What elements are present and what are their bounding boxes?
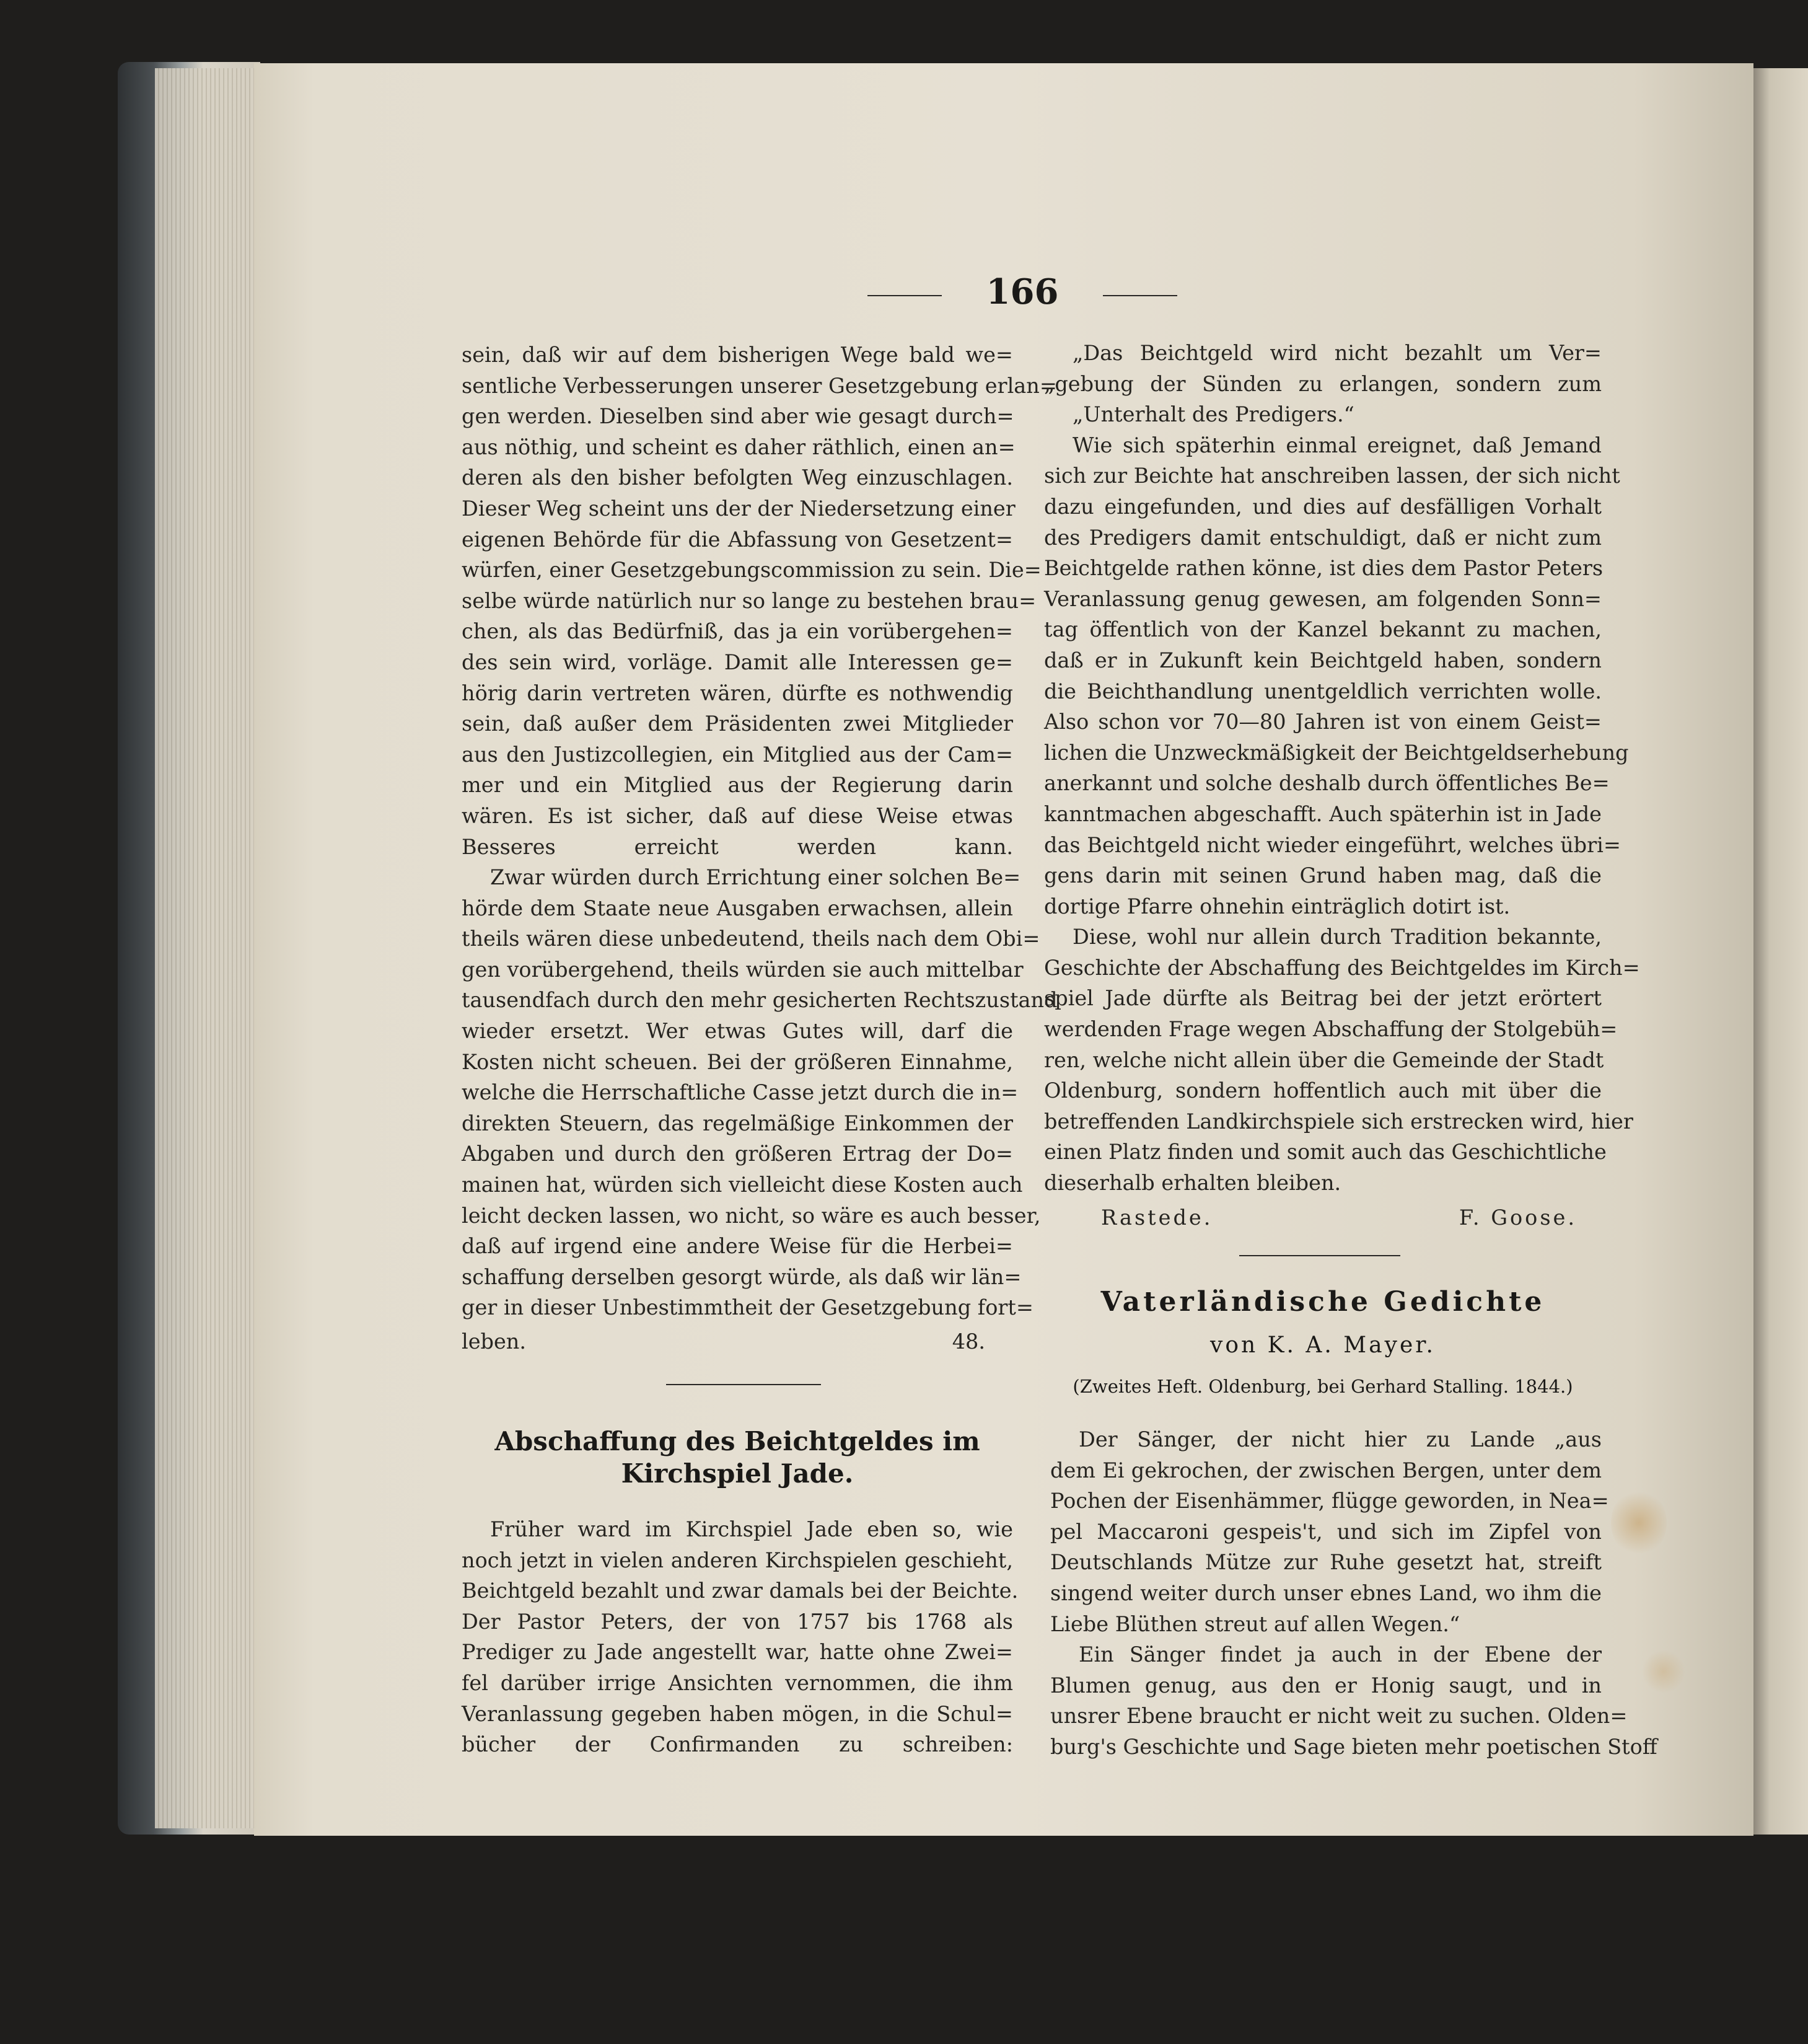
text-line: Oldenburg, sondern hoffentlich auch mit über die xyxy=(1044,1078,1602,1103)
text-line: sich zur Beichte hat anschreiben lassen, der sich nicht xyxy=(1044,464,1620,488)
text-line: Früher ward im Kirchspiel Jade eben so, wie xyxy=(490,1517,1013,1541)
place-name: Rastede. xyxy=(1101,1205,1213,1230)
article-last-line: leben. xyxy=(462,1329,527,1354)
author-name: F. Goose. xyxy=(1459,1205,1577,1230)
text-line: gens darin mit seinen Grund haben mag, daß die xyxy=(1044,863,1602,888)
text-line: Also schon vor 70—80 Jahren ist von einem Geist= xyxy=(1044,710,1602,734)
text-line: chen, als das Bedürfniß, das ja ein vorübergehen= xyxy=(462,619,1013,644)
text-line: selbe würde natürlich nur so lange zu bestehen brau= xyxy=(462,588,1037,613)
text-line: des Predigers damit entschuldigt, daß er nicht zum xyxy=(1044,525,1602,550)
text-line: bücher der Confirmanden zu schreiben: xyxy=(462,1732,1013,1757)
text-line: Deutschlands Mütze zur Ruhe gesetzt hat, streift xyxy=(1050,1550,1602,1575)
text-line: tag öffentlich von der Kanzel bekannt zu machen, xyxy=(1044,617,1602,642)
text-line: deren als den bisher befolgten Weg einzuschlagen. xyxy=(462,465,1013,490)
text-line: Pochen der Eisenhämmer, flügge geworden, in Nea= xyxy=(1050,1489,1609,1513)
text-line: Dieser Weg scheint uns der der Niedersetzung einer xyxy=(462,496,1016,521)
text-line: „Unterhalt des Predigers.“ xyxy=(1073,402,1354,427)
text-line: hörig darin vertreten wären, dürfte es nothwendig xyxy=(462,681,1013,705)
text-line: dem Ei gekrochen, der zwischen Bergen, unter dem xyxy=(1050,1458,1602,1482)
text-line: Abgaben und durch den größeren Ertrag der Do= xyxy=(462,1142,1013,1166)
text-line: „Das Beichtgeld wird nicht bezahlt um Ver= xyxy=(1073,341,1602,365)
text-line: direkten Steuern, das regelmäßige Einkommen der xyxy=(462,1111,1013,1135)
left-column xyxy=(462,340,1058,1323)
text-line: Diese, wohl nur allein durch Tradition bekannte, xyxy=(1073,925,1602,949)
paper-stain xyxy=(1642,1650,1685,1693)
paper-stain xyxy=(1611,1489,1667,1557)
text-line: würfen, einer Gesetzgebungscommission zu sein. Die= xyxy=(462,558,1042,583)
text-line: schaffung derselben gesorgt würde, als daß wir län= xyxy=(462,1264,1022,1289)
article-end-row xyxy=(462,1326,1013,1357)
text-line: Der Pastor Peters, der von 1757 bis 1768 als xyxy=(462,1609,1013,1634)
text-line: Veranlassung genug gewesen, am folgenden Sonn= xyxy=(1044,586,1602,611)
text-line: „gebung der Sünden zu erlangen, sondern zum xyxy=(1044,371,1602,396)
text-line: eigenen Behörde für die Abfassung von Gesetzent= xyxy=(462,527,1013,552)
text-line: wieder ersetzt. Wer etwas Gutes will, darf die xyxy=(462,1019,1013,1044)
article-signature: 48. xyxy=(952,1329,985,1354)
text-line: Prediger zu Jade angestellt war, hatte ohne Zwei= xyxy=(462,1640,1013,1665)
text-line: Kosten nicht scheuen. Bei der größeren Einnahme, xyxy=(462,1049,1013,1074)
text-line: Geschichte der Abschaffung des Beichtgeldes im Kirch= xyxy=(1044,955,1640,980)
text-line: Veranlassung gegeben haben mögen, in die Schul= xyxy=(462,1701,1013,1726)
text-line: Beichtgeld bezahlt und zwar damals bei der Beichte. xyxy=(462,1579,1019,1603)
text-line: unsrer Ebene braucht er nicht weit zu suchen. Olden= xyxy=(1050,1704,1628,1729)
text-line: mer und ein Mitglied aus der Regierung darin xyxy=(462,773,1013,798)
text-line: ger in dieser Unbestimmtheit der Gesetzgebung fort= xyxy=(462,1295,1033,1320)
text-line: Liebe Blüthen streut auf allen Wegen.“ xyxy=(1050,1611,1460,1636)
article-heading xyxy=(462,1425,1013,1490)
section-divider xyxy=(666,1384,821,1385)
review-byline: von K. A. Mayer. xyxy=(1210,1333,1436,1358)
text-line: Ein Sänger findet ja auch in der Ebene der xyxy=(1079,1642,1602,1667)
text-line: theils wären diese unbedeutend, theils nach dem Obi= xyxy=(462,927,1040,951)
text-line: singend weiter durch unser ebnes Land, wo ihm die xyxy=(1050,1580,1602,1605)
text-line: sentliche Verbesserungen unserer Gesetzgebung erlan= xyxy=(462,373,1057,398)
text-line: tausendfach durch den mehr gesicherten Rechtszustand xyxy=(462,988,1058,1013)
text-line: fel darüber irrige Ansichten vernommen, die ihm xyxy=(462,1670,1013,1695)
text-line: wären. Es ist sicher, daß auf diese Weise etwas xyxy=(462,803,1013,828)
text-line: welche die Herrschaftliche Casse jetzt durch die in= xyxy=(462,1080,1019,1105)
text-line: ren, welche nicht allein über die Gemeinde der Stadt xyxy=(1044,1047,1604,1072)
text-line: kanntmachen abgeschafft. Auch späterhin ist in Jade xyxy=(1044,801,1602,826)
header-rule-right xyxy=(1103,295,1177,296)
heading-line-1: Abschaffung des Beichtgeldes im xyxy=(494,1426,980,1456)
text-line: spiel Jade dürfte als Beitrag bei der jetzt erörtert xyxy=(1044,986,1602,1011)
text-line: die Beichthandlung unentgeldlich verrichten wolle. xyxy=(1044,679,1602,703)
review-edition: (Zweites Heft. Oldenburg, bei Gerhard Stalling. 1844.) xyxy=(1073,1376,1573,1397)
text-line: das Beichtgeld nicht wieder eingeführt, welches übri= xyxy=(1044,832,1621,857)
text-line: werdenden Frage wegen Abschaffung der Stolgebüh= xyxy=(1044,1017,1618,1042)
text-line: dortige Pfarre ohnehin einträglich dotirt ist. xyxy=(1044,894,1511,918)
text-line: einen Platz finden und somit auch das Geschichtliche xyxy=(1044,1140,1607,1165)
text-line: anerkannt und solche deshalb durch öffentliches Be= xyxy=(1044,771,1610,796)
text-line: Blumen genug, aus den er Honig saugt, und in xyxy=(1050,1673,1602,1698)
text-line: Zwar würden durch Errichtung einer solchen Be= xyxy=(490,865,1021,890)
review-body xyxy=(1050,1424,1657,1763)
dateline xyxy=(1044,1202,1602,1233)
text-line: Wie sich späterhin einmal ereignet, daß Jemand xyxy=(1073,433,1602,457)
text-line: dieserhalb erhalten bleiben. xyxy=(1044,1171,1341,1196)
left-column-end xyxy=(462,1326,1013,1357)
page-number: 166 xyxy=(986,271,1059,312)
text-line: gen werden. Dieselben sind aber wie gesagt durch= xyxy=(462,404,1014,429)
facing-page-edge xyxy=(1753,68,1808,1835)
text-line: hörde dem Staate neue Ausgaben erwachsen, allein xyxy=(462,896,1013,920)
text-line: Der Sänger, der nicht hier zu Lande „aus xyxy=(1079,1427,1602,1452)
text-line: daß auf irgend eine andere Weise für die Herbei= xyxy=(462,1234,1013,1259)
text-line: noch jetzt in vielen anderen Kirchspielen geschieht, xyxy=(462,1548,1013,1572)
text-line: aus den Justizcollegien, ein Mitglied aus der Cam= xyxy=(462,742,1013,767)
header-rule-left xyxy=(867,295,942,296)
page-edges xyxy=(155,68,260,1828)
text-line: des sein wird, vorläge. Damit alle Interessen ge= xyxy=(462,650,1013,674)
heading-line-2: Kirchspiel Jade. xyxy=(621,1458,854,1489)
dateline-row xyxy=(1044,1202,1602,1233)
text-line: lichen die Unzweckmäßigkeit der Beichtgeldserhebung xyxy=(1044,740,1629,765)
text-line: leicht decken lassen, wo nicht, so wäre es auch besser, xyxy=(462,1203,1041,1228)
text-line: aus nöthig, und scheint es daher räthlich, einen an= xyxy=(462,434,1016,459)
left-column-article xyxy=(462,1514,1019,1760)
text-line: Beichtgelde rathen könne, ist dies dem Pastor Peters xyxy=(1044,556,1604,581)
text-line: pel Maccaroni gespeis't, und sich im Zipfel von xyxy=(1050,1519,1602,1544)
text-line: sein, daß wir auf dem bisherigen Wege bald we= xyxy=(462,343,1013,367)
section-divider xyxy=(1239,1255,1400,1256)
text-line: burg's Geschichte und Sage bieten mehr poetischen Stoff xyxy=(1050,1734,1657,1759)
text-line: sein, daß außer dem Präsidenten zwei Mitglieder xyxy=(462,711,1013,736)
text-line: gen vorübergehend, theils würden sie auch mittelbar xyxy=(462,957,1024,982)
text-line: mainen hat, würden sich vielleicht diese Kosten auch xyxy=(462,1173,1023,1197)
review-heading: Vaterländische Gedichte xyxy=(1100,1286,1545,1318)
right-column xyxy=(1044,338,1640,1199)
text-line: dazu eingefunden, und dies auf desfälligen Vorhalt xyxy=(1044,494,1602,519)
text-line: daß er in Zukunft kein Beichtgeld haben, sondern xyxy=(1044,648,1602,672)
text-line: Besseres erreicht werden kann. xyxy=(462,834,1013,859)
text-line: betreffenden Landkirchspiele sich erstrecken wird, hier xyxy=(1044,1109,1633,1134)
